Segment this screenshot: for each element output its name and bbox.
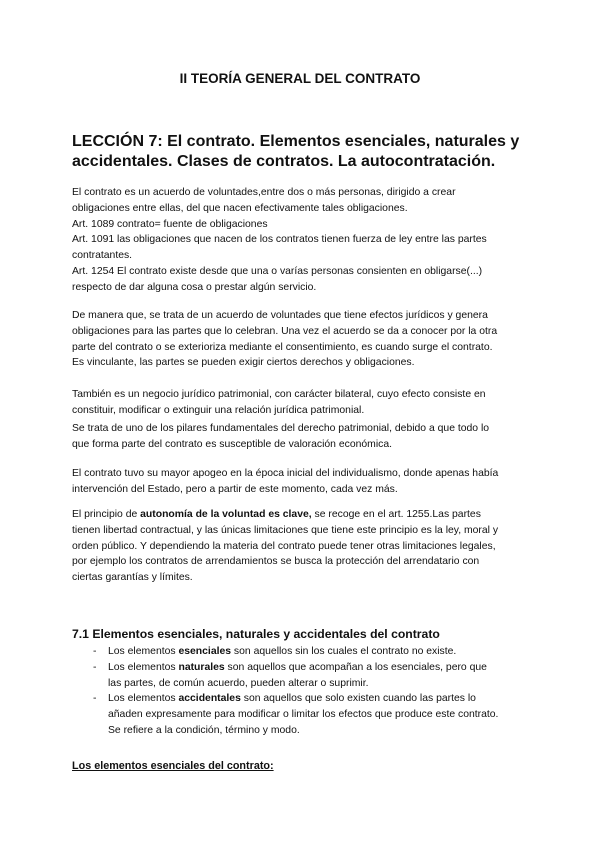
text-line: que forma parte del contrato es susceptible de valoración económica.: [72, 438, 392, 450]
text-segment: son aquellos que acompañan a los esenciales, pero que: [224, 661, 487, 673]
text-line: El contrato tuvo su mayor apogeo en la época inicial del individualismo, donde apenas había: [72, 468, 499, 479]
text-line: Se trata de uno de los pilares fundamentales del derecho patrimonial, debido a que todo lo: [72, 423, 490, 434]
text-line: añaden expresamente para modificar o limitar los efectos que produce este contrato.: [108, 709, 499, 721]
paragraph-definition: [72, 185, 542, 296]
list-item: [72, 691, 542, 738]
text-line: obligaciones para las partes que lo celebran. Una vez el acuerdo se da a conocer por la otra: [72, 325, 498, 337]
document-title: II TEORÍA GENERAL DEL CONTRATO: [179, 71, 421, 86]
dash-bullet: -: [93, 646, 97, 657]
text-line: parte del contrato o se exterioriza mediante el consentimiento, es cuando surge el contrato.: [72, 341, 493, 353]
dash-bullet: -: [93, 693, 97, 705]
text-line: por ejemplo los contratos de arrendamientos se busca la protección del arrendatario con: [72, 556, 480, 568]
text-line: También es un negocio jurídico patrimonial, con carácter bilateral, cuyo efecto consiste en: [72, 389, 486, 400]
bold-text: autonomía de la voluntad es clave,: [140, 509, 312, 520]
text-line: [108, 660, 542, 676]
list-item: [72, 660, 542, 692]
lesson-heading-line: LECCIÓN 7: El contrato. Elementos esenciales, naturales y: [72, 133, 520, 150]
text-line: ciertas garantías y límites.: [72, 572, 193, 584]
paragraph-agreement: [72, 308, 542, 371]
paragraph-pillars: [72, 421, 542, 453]
section-heading: 7.1 Elementos esenciales, naturales y accidentales del contrato: [72, 627, 440, 641]
text-line: El contrato es un acuerdo de voluntades,entre dos o más personas, dirigido a crear: [72, 187, 456, 198]
text-line: intervención del Estado, pero a partir de este momento, cada vez más.: [72, 483, 398, 495]
bold-text: accidentales: [178, 693, 241, 705]
text-line: Art. 1254 El contrato existe desde que una o varías personas consienten en obligarse(...): [72, 265, 483, 277]
text-line: constituir, modificar o extinguir una relación jurídica patrimonial.: [72, 404, 365, 416]
dash-bullet: -: [93, 661, 97, 673]
text-segment: Los elementos: [108, 646, 179, 657]
text-segment: son aquellos que solo existen cuando las partes lo: [240, 693, 476, 705]
text-line: [108, 644, 542, 660]
text-segment: son aquellos sin los cuales el contrato no existe.: [231, 646, 457, 657]
text-segment: El principio de: [72, 509, 141, 520]
bold-text: naturales: [178, 661, 225, 673]
paragraph-legal-business: [72, 387, 542, 419]
paragraph-history: [72, 466, 542, 498]
bold-text: esenciales: [178, 646, 232, 657]
text-segment: se recoge en el art. 1255.Las partes: [311, 509, 481, 520]
text-line: Se refiere a la condición, término y modo.: [108, 724, 300, 736]
text-segment: Los elementos: [108, 693, 179, 705]
paragraph-autonomy: [72, 507, 542, 586]
text-line: Art. 1091 las obligaciones que nacen de los contratos tienen fuerza de ley entre las partes: [72, 234, 487, 246]
text-line: las partes, de común acuerdo, pueden alterar o suprimir.: [108, 677, 369, 689]
text-line: [108, 691, 542, 707]
text-line: respecto de dar alguna cosa o prestar algún servicio.: [72, 281, 317, 293]
text-line: Es vinculante, las partes se pueden exigir ciertos derechos y obligaciones.: [72, 357, 415, 369]
lesson-heading: [72, 132, 542, 172]
text-line: [72, 507, 542, 523]
text-line: De manera que, se trata de un acuerdo de voluntades que tiene efectos jurídicos y genera: [72, 310, 488, 321]
text-line: Art. 1089 contrato= fuente de obligaciones: [72, 218, 268, 230]
lesson-heading-line: accidentales. Clases de contratos. La autocontratación.: [72, 153, 496, 170]
text-segment: Los elementos: [108, 661, 179, 673]
text-line: tienen libertad contractual, y las únicas limitaciones que tiene este principio es la ley, moral y: [72, 524, 499, 536]
text-line: contratantes.: [72, 250, 133, 262]
list-item: [72, 644, 542, 660]
text-line: obligaciones entre ellas, del que nacen efectivamente tales obligaciones.: [72, 202, 408, 214]
subheading-essential-elements: Los elementos esenciales del contrato:: [72, 760, 274, 772]
text-line: orden público. Y dependiendo la materia del contrato puede tener otras limitaciones legales,: [72, 540, 496, 552]
elements-list: [72, 644, 542, 739]
